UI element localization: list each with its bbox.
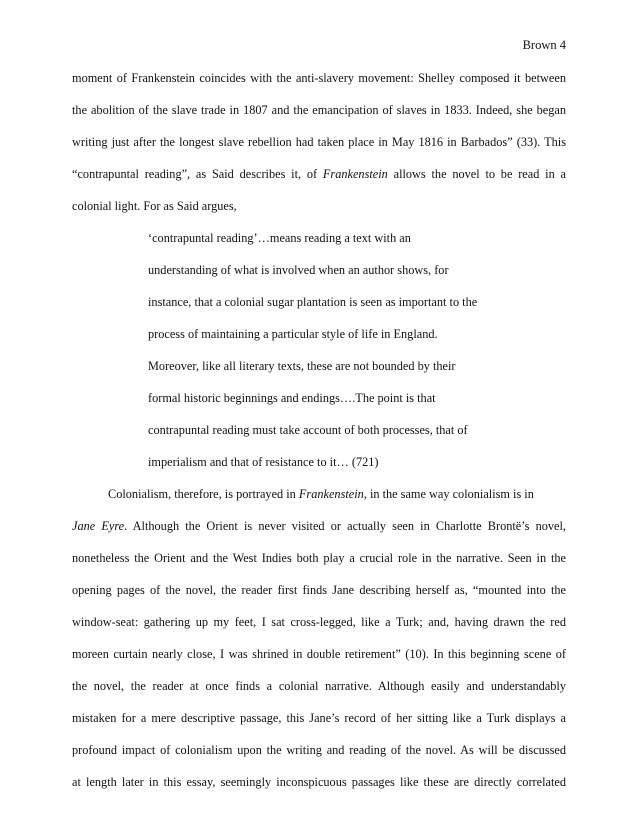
text-run: , in the same way colonialism is in [363,487,534,501]
paragraph-line: the novel, the reader at once finds a colonial narrative. Although easily and understandably [72,679,566,693]
page-header: Brown 4 [522,38,566,52]
paragraph-line: profound impact of colonialism upon the writing and reading of the novel. As will be discussed [72,743,566,757]
paragraph-line [72,518,566,534]
block-quote-line: ‘contrapuntal reading’…means reading a text with an [148,231,411,245]
paragraph-line: moreen curtain nearly close, I was shrined in double retirement” (10). In this beginning scene of [72,647,566,661]
block-quote-line: understanding of what is involved when an author shows, for [148,263,449,277]
paragraph-line: mistaken for a mere descriptive passage, this Jane’s record of her sitting like a Turk displays a [72,711,566,725]
block-quote-line: formal historic beginnings and endings….The point is that [148,391,436,405]
paragraph-line: writing just after the longest slave rebellion had taken place in May 1816 in Barbados” (33). This [72,135,566,149]
paragraph-line: moment of Frankenstein coincides with the anti-slavery movement: Shelley composed it between [72,71,566,85]
paragraph-line: colonial light. For as Said argues, [72,199,237,213]
text-run: allows the novel to be read in a [387,167,566,181]
paragraph-line [72,486,566,502]
document-body [72,70,566,806]
paragraph-line: opening pages of the novel, the reader first finds Jane describing herself as, “mounted into the [72,583,566,597]
text-run: . Although the Orient is never visited or actually seen in Charlotte Brontë’s novel, [124,519,566,533]
paragraph-line [72,166,566,182]
block-quote-line: imperialism and that of resistance to it… (721) [148,455,379,469]
text-run: “contrapuntal reading”, as Said describes it, of [72,167,323,181]
block-quote-line: process of maintaining a particular style of life in England. [148,327,438,341]
italic-title: Jane Eyre [72,519,125,533]
text-run: Colonialism, therefore, is portrayed in [108,487,299,501]
block-quote-line: instance, that a colonial sugar plantation is seen as important to the [148,295,478,309]
paragraph-line: the abolition of the slave trade in 1807 and the emancipation of slaves in 1833. Indeed, she began [72,103,566,117]
paragraph-line: window-seat: gathering up my feet, I sat cross-legged, like a Turk; and, having drawn the red [72,615,566,629]
italic-title: Frankenstein [322,167,388,181]
paragraph-line: at length later in this essay, seemingly inconspicuous passages like these are directly correlated [72,775,566,789]
paragraph-line: nonetheless the Orient and the West Indies both play a crucial role in the narrative. Seen in the [72,551,566,565]
block-quote-line: Moreover, like all literary texts, these are not bounded by their [148,359,456,373]
italic-title: Frankenstein [298,487,364,501]
block-quote-line: contrapuntal reading must take account of both processes, that of [148,423,468,437]
